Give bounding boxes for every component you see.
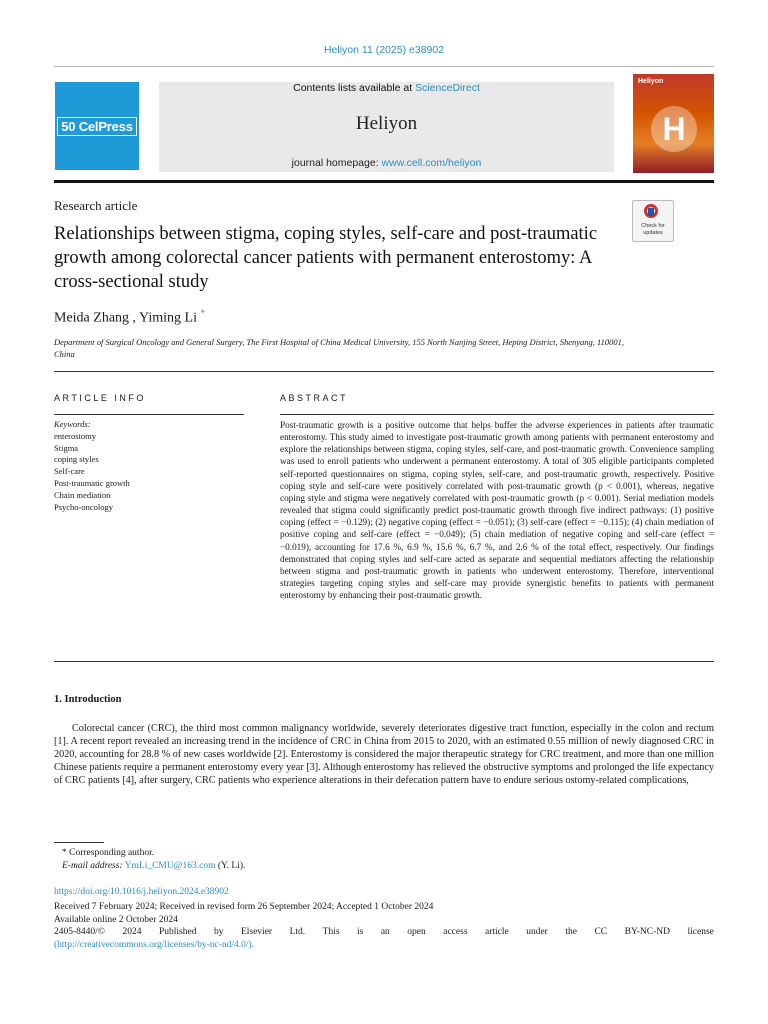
online-date: Available online 2 October 2024 [54, 914, 178, 925]
header-rule [54, 66, 714, 67]
license-word: Elsevier [240, 927, 273, 938]
license-url-link[interactable]: (http://creativecommons.org/licenses/by-nc-nd/4.0/). [54, 939, 255, 950]
footnote [54, 847, 245, 873]
email-line [54, 860, 245, 873]
license-word: open [407, 927, 426, 938]
journal-cover-image[interactable] [633, 74, 714, 173]
abstract-text: Post-traumatic growth is a positive outcome that helps buffer the adverse experiences in patients after traumatic enterostomy. This study aimed to investigate post-traumatic growth among patients with permanent enterostomy and explore the relationships between stigma, coping styles, self-care, and post-traumatic growth. Convenience sampling was used to enroll patients who underwent a permanent enterostomy. A total of 305 eligible participants completed self-reported questionnaires on stigma, coping styles, self-care, and post-traumatic growth, respectively. Positive coping style and self-care were positively correlated with post-traumatic growth (p < 0.001), whereas, negative coping style and stigma were negatively correlated with post-traumatic growth (p < 0.001). Serial mediation models revealed that stigma could significantly predict post-traumatic growth through five indirect pathways: (1) positive coping (effect = −0.129); (2) negative coping (effect = −0.051); (3) self-care (effect = −0.115); (4) chain mediation of positive coping and self-care (effect = −0.049); (5) chain mediation of negative coping and self-care (effect = −0.019), accounting for 17.6 %, 6.9 %, 15.6 %, 6.7 %, and 2.6 % of the total effect, respectively. Our findings demonstrated that coping styles and self-care acted as separate and sequential mediators affecting the relationship between stigma and post-traumatic growth in patients who underwent enterostomy. Therefore, interventional strategies targeting coping styles and self-care may provide synergistic benefits to patients with permanent enterostomy by enhancing their post-traumatic growth. [280, 420, 714, 601]
license-word: article [485, 927, 509, 938]
keyword-item: coping styles [54, 454, 99, 465]
keyword-item: enterostomy [54, 430, 97, 441]
corresponding-author-note: * Corresponding author. [62, 848, 155, 858]
license-word: Ltd. [289, 927, 306, 938]
article-history [54, 901, 714, 951]
contents-prefix: Contents lists available at [293, 82, 416, 94]
license-word: is [357, 927, 364, 938]
section-divider [54, 371, 714, 372]
email-label: E-mail address: [62, 861, 123, 871]
license-word: access [443, 927, 468, 938]
abstract-end-rule [54, 661, 714, 662]
abstract-rule [280, 414, 714, 415]
cellpress-logo: 50 CelPress [57, 117, 137, 136]
keyword-item: Psycho-oncology [54, 501, 114, 512]
license-word: 2405-8440/© [54, 927, 106, 938]
homepage-line [159, 157, 614, 169]
bookmark-icon [648, 208, 654, 216]
license-word: Published [159, 927, 197, 938]
keyword-item: Post-traumatic growth [54, 477, 130, 488]
sciencedirect-link[interactable]: ScienceDirect [415, 82, 480, 94]
journal-reference[interactable]: Heliyon 11 (2025) e38902 [323, 44, 445, 56]
homepage-prefix: journal homepage: [291, 157, 382, 169]
keyword-item: Self-care [54, 466, 85, 477]
license-word: This [322, 927, 340, 938]
license-word: an [380, 927, 390, 938]
cover-h-emblem: H [651, 106, 697, 152]
journal-homepage-link[interactable]: www.cell.com/heliyon [381, 157, 482, 169]
article-title: Relationships between stigma, coping styles, self-care and post-traumatic growth among colorectal cancer patients with permanent enterostomy: A cross-sectional study [54, 224, 598, 292]
keywords-label: Keywords: [54, 419, 91, 429]
author-list [54, 308, 205, 327]
license-statement [54, 926, 714, 939]
license-word: license [687, 927, 714, 938]
license-word: by [213, 927, 224, 938]
article-type: Research article [54, 198, 138, 213]
received-dates: Received 7 February 2024; Received in revised form 26 September 2024; Accepted 1 October 2024 [54, 902, 434, 912]
license-word: under [526, 927, 548, 938]
keyword-item: Stigma [54, 442, 79, 453]
cover-title: Heliyon [638, 78, 664, 85]
author-names[interactable]: Meida Zhang , Yiming Li [54, 310, 197, 326]
contents-line [159, 82, 614, 94]
journal-name: Heliyon [355, 113, 418, 134]
license-word: the [565, 927, 577, 938]
footnote-rule [54, 842, 104, 843]
license-word: CC [594, 927, 608, 938]
affiliation: Department of Surgical Oncology and General Surgery, The First Hospital of China Medical University, 155 North Nanjing Street, Heping District, Shenyang, 110001, China [54, 337, 624, 359]
article-info-heading: ARTICLE INFO [54, 393, 146, 403]
email-link[interactable]: YmLi_CMU@163.com [124, 861, 216, 871]
introduction-paragraph: Colorectal cancer (CRC), the third most common malignancy worldwide, severely deteriorates digestive tract function, especially in the colon and rectum [1]. A recent report revealed an increasing trend in the incidence of CRC in China from 2015 to 2020, with an estimated 0.55 million of newly diagnosed CRC in 2020, accounting for 28.8 % of new cases worldwide [2]. Enterostomy is considered the major therapeutic strategy for CRC treatment, and more than one million Chinese patients require a permanent enterostomy every year [3]. Although enterostomy has relieved the obstructive symptoms and prolonged the life expectancy of CRC patients [4], after surgery, CRC patients who experience alterations in their defecation pattern have to endure serious ostomy-related complications, [54, 723, 714, 787]
article-info-rule [54, 414, 244, 415]
introduction-heading: 1. Introduction [54, 694, 122, 705]
check-for-updates-button[interactable] [632, 200, 674, 242]
doi-link[interactable]: https://doi.org/10.1016/j.heliyon.2024.e38902 [54, 887, 229, 897]
corresponding-author-mark[interactable]: * [200, 308, 205, 318]
header-thick-rule [54, 180, 714, 183]
abstract-heading: ABSTRACT [280, 393, 349, 403]
publisher-logo-box[interactable] [55, 82, 139, 170]
check-for-updates-label: Check for updates [641, 223, 665, 236]
license-word: 2024 [122, 927, 142, 938]
keyword-item: Chain mediation [54, 489, 111, 500]
keywords-block [54, 419, 254, 513]
license-word: BY-NC-ND [624, 927, 670, 938]
email-suffix: (Y. Li). [215, 861, 246, 871]
